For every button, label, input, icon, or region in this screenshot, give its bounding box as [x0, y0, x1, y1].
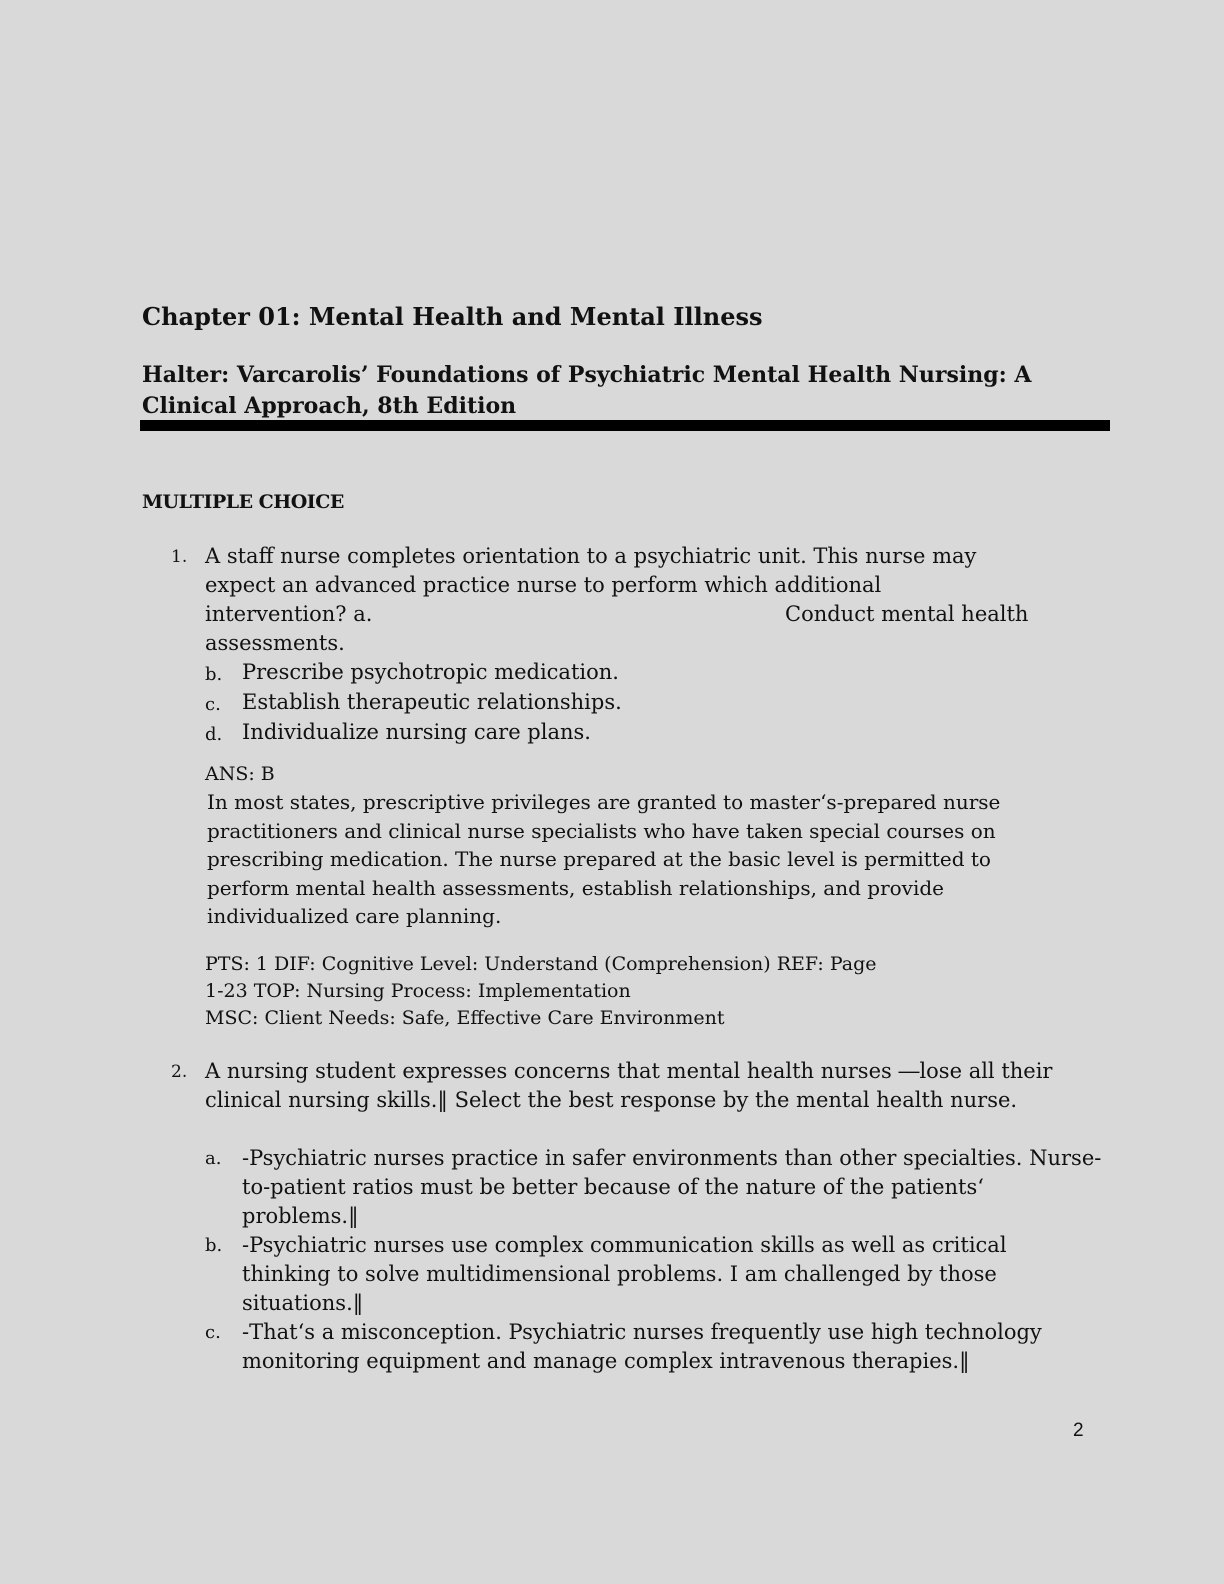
question-stem	[205, 542, 1085, 658]
metadata-line: PTS: 1 DIF: Cognitive Level: Understand (Comprehension) REF: Page	[205, 953, 877, 975]
question-metadata	[205, 951, 1085, 1032]
stem-line: assessments.	[205, 631, 345, 655]
option-a-text: Conduct mental health	[785, 602, 1029, 626]
option-text: ‑Psychiatric nurses use complex communication skills as well as critical thinking to solve multidimensional problems. I am challenged by those situations.‖	[242, 1233, 1007, 1315]
option-text: Individualize nursing care plans.	[242, 720, 591, 744]
book-title: Halter: Varcarolis’ Foundations of Psychiatric Mental Health Nursing: A Clinical Approach, 8th Edition	[142, 362, 1032, 419]
question-number: 1.	[171, 547, 188, 567]
title-rule	[140, 420, 1110, 431]
stem-line: A staff nurse completes orientation to a psychiatric unit. This nurse may	[205, 544, 977, 568]
option-letter: b.	[205, 664, 223, 685]
stem-line	[205, 600, 1085, 629]
option-text: Prescribe psychotropic medication.	[242, 660, 619, 684]
question-number: 2.	[171, 1062, 188, 1082]
section-heading: MULTIPLE CHOICE	[142, 491, 344, 513]
option-text: Establish therapeutic relationships.	[242, 690, 622, 714]
option-text: ‑That‘s a misconception. Psychiatric nurses frequently use high technology monitoring equipment and manage complex intravenous therapies.‖	[242, 1320, 1042, 1373]
stem-line-part: intervention? a.	[205, 602, 373, 626]
option-letter: b.	[205, 1235, 223, 1256]
stem-line: expect an advanced practice nurse to perform which additional	[205, 573, 882, 597]
option-letter: c.	[205, 694, 221, 715]
page-number: 2	[1073, 1420, 1084, 1441]
option-letter: c.	[205, 1322, 221, 1343]
option-letter: d.	[205, 724, 223, 745]
option-letter: a.	[205, 1148, 222, 1169]
metadata-line: 1-23 TOP: Nursing Process: Implementation	[205, 980, 631, 1002]
question-stem: A nursing student expresses concerns that mental health nurses ―lose all their clinical nursing skills.‖ Select the best response by the mental health nurse.	[205, 1059, 1053, 1112]
rationale: In most states, prescriptive privileges are granted to master‘s-prepared nurse practitioners and clinical nurse specialists who have taken special courses on prescribing medication. The nurse prepared at the basic level is permitted to perform mental health assessments, establish relationships, and provide individualized care planning.	[207, 790, 1001, 928]
answer: ANS: B	[205, 763, 275, 785]
option-text: ‑Psychiatric nurses practice in safer environments than other specialties. Nurse-to-patient ratios must be better because of the nature of the patients‘ problems.‖	[242, 1146, 1102, 1228]
chapter-title: Chapter 01: Mental Health and Mental Illness	[142, 302, 763, 331]
metadata-line: MSC: Client Needs: Safe, Effective Care Environment	[205, 1007, 725, 1029]
